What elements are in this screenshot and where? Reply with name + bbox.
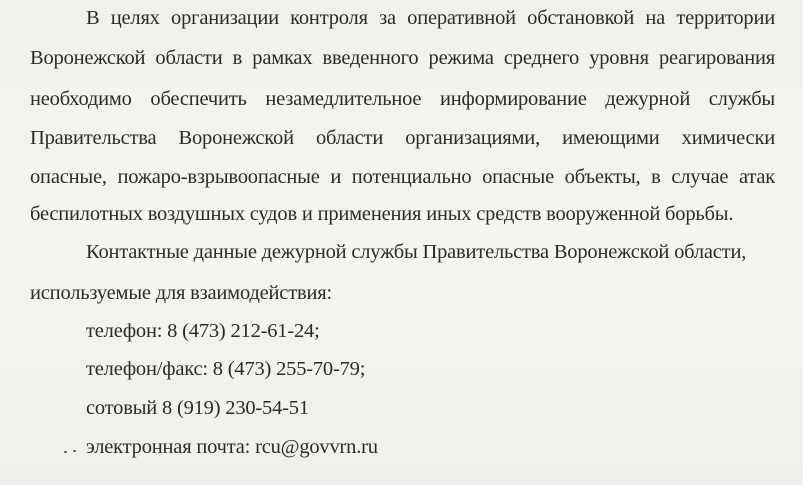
paragraph1-line-4: Правительства Воронежской области организациями, имеющими химически bbox=[30, 127, 775, 149]
paragraph1-line-2: Воронежской области в рамках введенного режима среднего уровня реагирования bbox=[30, 47, 775, 69]
paragraph1-line-5: опасные, пожаро-взрывоопасные и потенциально опасные объекты, в случае атак bbox=[30, 166, 775, 188]
contact-email: электронная почта: rcu@govvrn.ru bbox=[86, 436, 378, 458]
paragraph1-line-1: В целях организации контроля за оперативной обстановкой на территории bbox=[86, 7, 775, 29]
paragraph1-line-3: необходимо обеспечить незамедлительное информирование дежурной службы bbox=[30, 88, 775, 110]
paragraph2-line-1: Контактные данные дежурной службы Правительства Воронежской области, bbox=[86, 241, 747, 263]
contact-phone: телефон: 8 (473) 212-61-24; bbox=[86, 320, 320, 342]
scan-speck bbox=[73, 450, 76, 452]
contact-mobile: сотовый 8 (919) 230-54-51 bbox=[86, 397, 309, 419]
contact-phone-fax: телефон/факс: 8 (473) 255-70-79; bbox=[86, 358, 366, 380]
paragraph2-line-2: используемые для взаимодействия: bbox=[30, 282, 332, 304]
paragraph1-line-6: беспилотных воздушных судов и применения иных средств вооруженной борьбы. bbox=[30, 203, 734, 225]
scan-speck bbox=[64, 451, 67, 453]
